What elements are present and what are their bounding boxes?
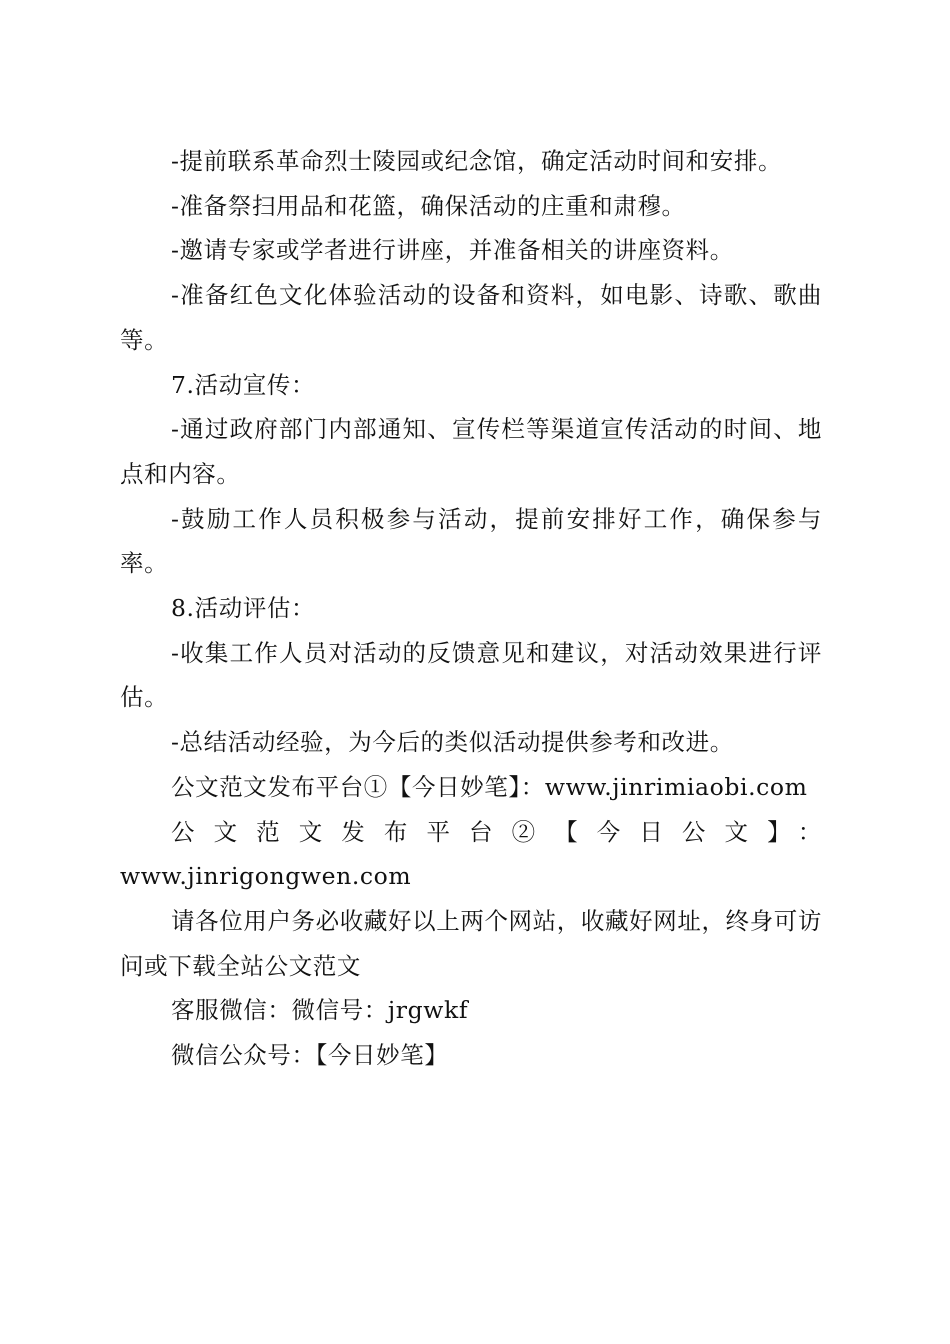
- wechat-official-account: 微信公众号：【今日妙笔】: [171, 1041, 449, 1070]
- platform-2-url: www.jinrigongwen.com: [120, 862, 412, 891]
- paragraph-evaluation-summary: -总结活动经验，为今后的类似活动提供参考和改进。: [171, 728, 734, 757]
- platform-2-label: 公文范文发布平台②【今日公文】：: [171, 817, 822, 846]
- paragraph-prepare-culture: -准备红色文化体验活动的设备和资料，如电影、诗歌、歌曲等。: [120, 281, 822, 354]
- paragraph-bookmark-notice: 请各位用户务必收藏好以上两个网站，收藏好网址，终身可访问或下载全站公文范文: [120, 906, 822, 980]
- paragraph-publicity-notice: -通过政府部门内部通知、宣传栏等渠道宣传活动的时间、地点和内容。: [120, 415, 822, 488]
- customer-service-wechat: 客服微信：微信号：jrgwkf: [171, 996, 469, 1025]
- paragraph-prepare-items: -准备祭扫用品和花篮，确保活动的庄重和肃穆。: [171, 191, 686, 220]
- section-heading-publicity: 7.活动宣传：: [171, 370, 316, 399]
- paragraph-evaluation-feedback: -收集工作人员对活动的反馈意见和建议，对活动效果进行评估。: [120, 638, 822, 712]
- paragraph-prepare-contact: -提前联系革命烈士陵园或纪念馆，确定活动时间和安排。: [171, 147, 783, 175]
- paragraph-publicity-encourage: -鼓励工作人员积极参与活动，提前安排好工作，确保参与率。: [120, 504, 822, 578]
- section-heading-evaluation: 8.活动评估：: [171, 594, 316, 623]
- document-body: [120, 139, 822, 1078]
- platform-1-line: 公文范文发布平台①【今日妙笔】：www.jinrimiaobi.com: [171, 772, 808, 801]
- paragraph-prepare-lecture: -邀请专家或学者进行讲座，并准备相关的讲座资料。: [171, 236, 734, 265]
